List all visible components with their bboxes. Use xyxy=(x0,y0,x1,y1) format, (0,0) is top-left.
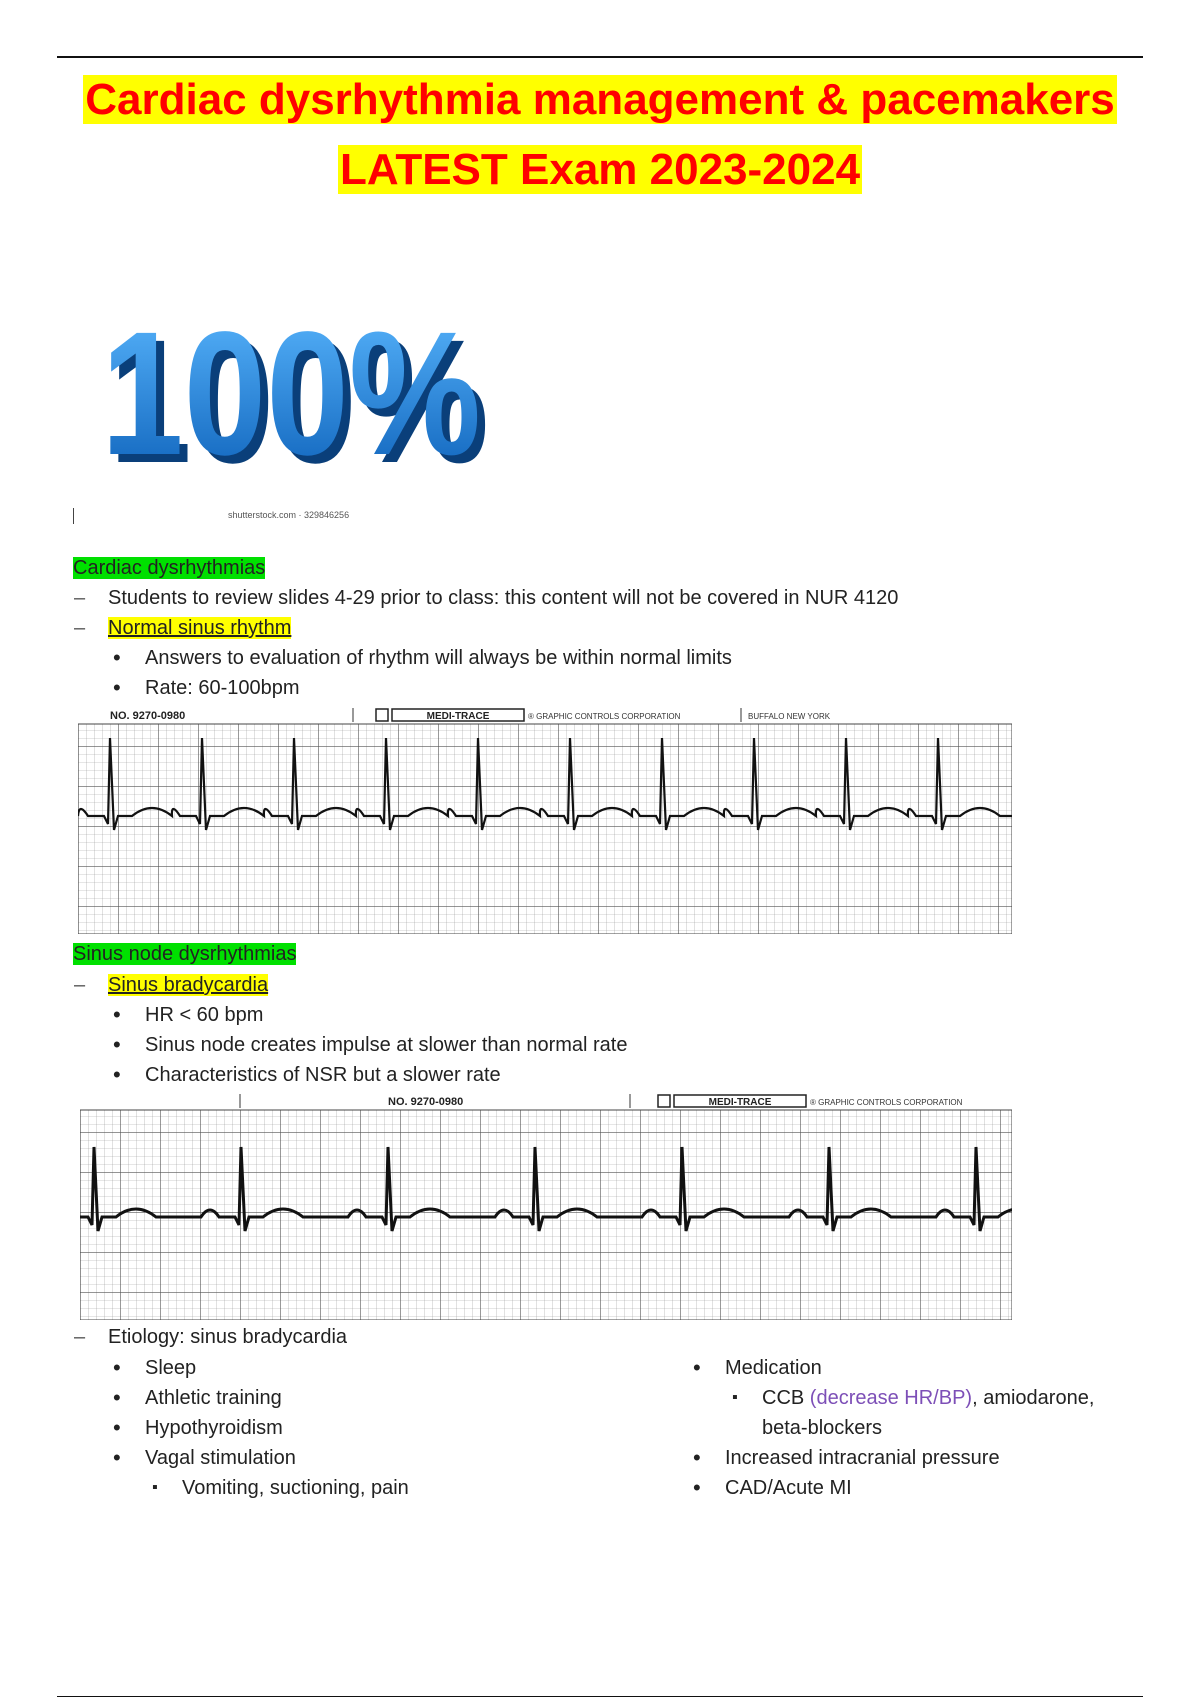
bullet-rate: • Rate: 60-100bpm xyxy=(145,675,300,701)
title-line-2: LATEST Exam 2023-2024 xyxy=(339,145,861,194)
strip2-coarse-grid xyxy=(80,1110,1012,1320)
ecg-strip-sinus-brady xyxy=(80,1092,1012,1320)
etiology-medication-sub-cont: beta-blockers xyxy=(762,1417,883,1439)
hundred-percent-logo xyxy=(95,300,505,480)
bullet-answers: • Answers to evaluation of rhythm will always be within normal limits xyxy=(145,645,732,671)
strip2-company: ® GRAPHIC CONTROLS CORPORATION xyxy=(810,1098,963,1107)
normal-sinus-label: – Normal sinus rhythm xyxy=(108,615,291,641)
bullet-hr: • HR < 60 bpm xyxy=(145,1002,263,1028)
strip1-city: BUFFALO NEW YORK xyxy=(748,712,831,721)
document-title xyxy=(57,72,1143,212)
bullet-impulse: • Sinus node creates impulse at slower than normal rate xyxy=(145,1032,627,1058)
logo-shadow: 100% xyxy=(109,304,489,480)
logo-text: 100% xyxy=(101,300,481,480)
sinus-brady-label: – Sinus bradycardia xyxy=(108,972,268,998)
etiology-vagal: • Vagal stimulation xyxy=(145,1445,296,1471)
etiology-sleep: • Sleep xyxy=(145,1355,196,1381)
strip2-number: NO. 9270-0980 xyxy=(388,1096,464,1108)
etiology-vagal-sub: ▪ Vomiting, suctioning, pain xyxy=(182,1475,409,1501)
strip1-logo-box xyxy=(376,709,388,721)
etiology-athletic: • Athletic training xyxy=(145,1385,282,1411)
strip2-logo-box xyxy=(658,1095,670,1107)
bottom-rule xyxy=(57,1696,1143,1697)
strip1-company: ® GRAPHIC CONTROLS CORPORATION xyxy=(528,712,681,721)
ecg-strip-normal-sinus xyxy=(78,706,1012,934)
etiology-label: – Etiology: sinus bradycardia xyxy=(108,1324,347,1350)
review-note: – Students to review slides 4-29 prior to class: this content will not be covered in NUR 4120 xyxy=(108,585,898,611)
etiology-cad: • CAD/Acute MI xyxy=(725,1475,852,1501)
strip1-coarse-grid xyxy=(78,724,1012,934)
cursor-tick xyxy=(73,508,74,524)
etiology-hypothyroidism: • Hypothyroidism xyxy=(145,1415,283,1441)
bullet-characteristics: • Characteristics of NSR but a slower rate xyxy=(145,1062,501,1088)
strip2-brand: MEDI-TRACE xyxy=(708,1097,772,1108)
etiology-icp: • Increased intracranial pressure xyxy=(725,1445,1000,1471)
section-heading-sinus-node: Sinus node dysrhythmias xyxy=(73,943,297,965)
top-rule xyxy=(57,56,1143,58)
strip1-brand: MEDI-TRACE xyxy=(426,711,490,722)
title-line-1: Cardiac dysrhythmia management & pacemakers xyxy=(85,75,1115,124)
section-heading-cardiac: Cardiac dysrhythmias xyxy=(73,557,266,579)
strip1-number: NO. 9270-0980 xyxy=(110,710,186,722)
image-caption: shutterstock.com · 329846256 xyxy=(228,510,350,520)
etiology-medication-sub: ▪ CCB (decrease HR/BP), amiodarone, xyxy=(762,1385,1094,1411)
etiology-medication: • Medication xyxy=(725,1355,822,1381)
